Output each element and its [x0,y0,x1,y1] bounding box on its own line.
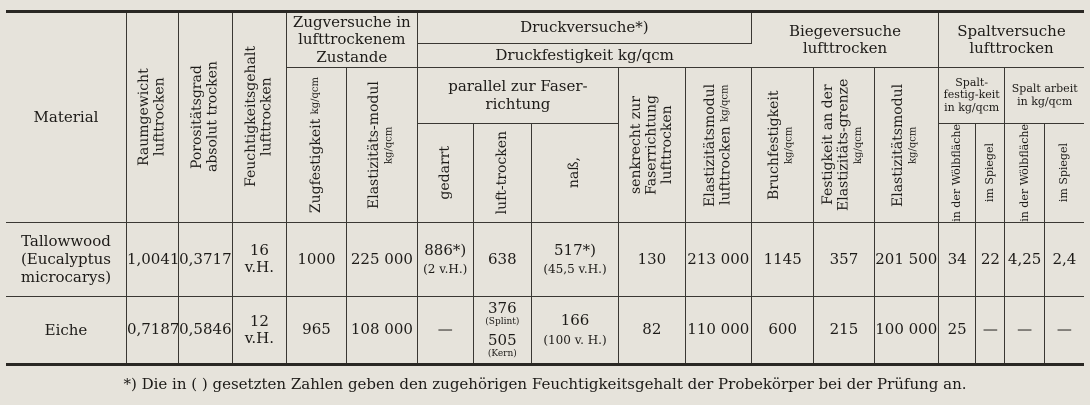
cell-nass: 517*) (45,5 v.H.) [531,222,618,296]
cell-biege-elast: 100 000 [874,296,938,364]
cell-bruch: 1145 [752,222,814,296]
header-spalt-festigkeit: Spalt-festig-keit in kg/qcm [938,68,1004,124]
cell-sf-spiegel: 22 [976,222,1005,296]
cell-porositaet: 0,5846 [178,296,232,364]
header-druckfestigkeit: Druckfestigkeit kg/qcm [417,44,751,68]
cell-zugfestigkeit: 1000 [286,222,346,296]
header-senkrecht: senkrecht zur Faserrichtung lufttrocken [619,68,685,223]
cell-bruch: 600 [752,296,814,364]
table-row [6,222,1084,296]
header-biege-group: Biegeversuche lufttrocken [752,12,939,68]
cell-grenze: 215 [814,296,874,364]
cell-senkrecht: 82 [619,296,685,364]
header-raumgewicht: Raumgewicht lufttrocken [126,12,178,223]
header-porositaet: Porositätsgrad absolut trocken [178,12,232,223]
cell-feuchtigkeit: 16 v.H. [232,222,286,296]
cell-gedarrt: 886*) (2 v.H.) [417,222,473,296]
header-sf-spiegel: im Spiegel [976,124,1005,223]
header-spalt-group: Spaltversuche lufttrocken [938,12,1084,68]
cell-lufttrocken: 638 [473,222,531,296]
cell-porositaet: 0,3717 [178,222,232,296]
cell-raumgewicht: 1,0041 [126,222,178,296]
header-zug-elast: Elastizitäts-modul kg/qcm [347,68,418,223]
cell-sa-spiegel: — [1044,296,1084,364]
header-bruchfestigkeit: Bruchfestigkeit kg/qcm [752,68,814,223]
cell-sf-woelb: 25 [938,296,975,364]
header-lufttrocken: luft-trocken [473,124,531,223]
cell-lufttrocken: 376 (Splint) 505 (Kern) [473,296,531,364]
cell-sa-woelb: 4,25 [1005,222,1044,296]
header-spalt-arbeit: Spalt arbeit in kg/qcm [1005,68,1084,124]
cell-gedarrt: — [417,296,473,364]
cell-sa-woelb: — [1005,296,1044,364]
footnote: *) Die in ( ) gesetzten Zahlen geben den zugehörigen Feuchtigkeitsgehalt der Probekörper bei der Prüfung an. [123,375,967,393]
cell-senkrecht: 130 [619,222,685,296]
header-sf-woelb: in der Wölbfläche [938,124,975,223]
cell-sa-spiegel: 2,4 [1044,222,1084,296]
header-festigkeit-grenze: Festigkeit an der Elastizitäts-grenze kg/qcm [814,68,874,223]
cell-nass: 166 (100 v. H.) [531,296,618,364]
cell-druck-elast: 110 000 [685,296,751,364]
header-feuchtigkeit: Feuchtigkeitsgehalt lufttrocken [232,12,286,223]
header-sa-spiegel: im Spiegel [1044,124,1084,223]
table-row [6,296,1084,364]
cell-sf-woelb: 34 [938,222,975,296]
header-druck-elast: Elastizitätsmodul lufttrocken kg/qcm [685,68,751,223]
cell-zugfestigkeit: 965 [286,296,346,364]
header-druck-group: Druckversuche*) [417,12,751,44]
cell-feuchtigkeit: 12 v.H. [232,296,286,364]
header-material: Material [6,12,126,223]
header-nass: naß, [531,124,618,223]
header-gedarrt: gedarrt [417,124,473,223]
cell-biege-elast: 201 500 [874,222,938,296]
header-biege-elast: Elastizitätsmodul kg/qcm [874,68,938,223]
cell-zug-elast: 225 000 [347,222,418,296]
header-sa-woelb: in der Wölbfläche [1005,124,1044,223]
cell-material: Tallowwood (Eucalyptus microcarys) [6,222,126,296]
cell-zug-elast: 108 000 [347,296,418,364]
header-zug-group: Zugversuche in lufttrockenem Zustande [286,12,417,68]
cell-druck-elast: 213 000 [685,222,751,296]
cell-grenze: 357 [814,222,874,296]
header-parallel: parallel zur Faser-richtung [417,68,618,124]
header-zugfestigkeit: Zugfestigkeit kg/qcm [286,68,346,223]
cell-sf-spiegel: — [976,296,1005,364]
cell-material: Eiche [6,296,126,364]
material-test-table [6,10,1084,366]
cell-raumgewicht: 0,7187 [126,296,178,364]
